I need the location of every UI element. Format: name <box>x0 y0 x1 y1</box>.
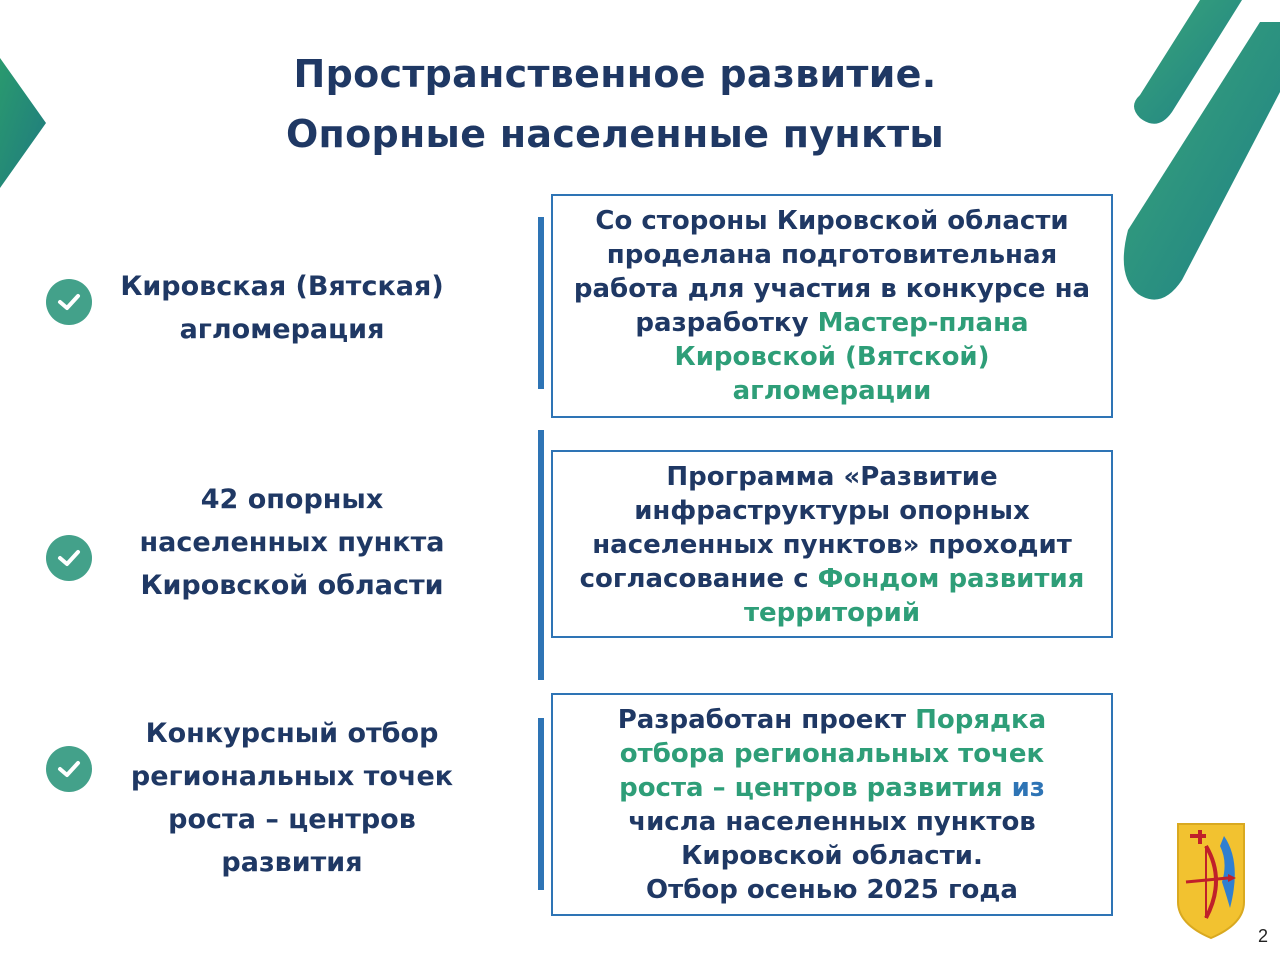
page-title <box>0 44 1230 164</box>
row-3-label-line: региональных точек <box>130 761 454 792</box>
box-text-segment: Программа «Развитие <box>666 462 998 492</box>
box-text-line <box>553 562 1111 596</box>
box-text-segment: проделана подготовительная <box>606 240 1058 270</box>
row-3-label-line: Конкурсный отбор <box>145 718 439 749</box>
row-2-label-line: 42 опорных <box>200 484 384 515</box>
box-text-segment: инфраструктуры опорных <box>634 496 1030 526</box>
coat-of-arms-icon <box>1176 822 1246 940</box>
row-3-label <box>122 712 462 884</box>
box-text-line <box>553 494 1111 528</box>
box-text-segment: Со стороны Кировской области <box>595 206 1069 236</box>
box-text-line <box>553 204 1111 238</box>
box-text-line <box>553 306 1111 340</box>
page-number: 2 <box>1257 926 1268 946</box>
row-1-label-line: Кировская (Вятская) <box>120 271 444 302</box>
title-line-2: Опорные населенные пункты <box>285 112 945 156</box>
row-2-box <box>551 450 1113 638</box>
box-text-segment: из <box>1011 773 1045 803</box>
row-2-label-line: населенных пункта <box>139 527 445 558</box>
box-text-line <box>553 737 1111 771</box>
row-3-box <box>551 693 1113 916</box>
row-3-divider <box>538 718 544 890</box>
box-text-segment: согласование с <box>579 564 818 594</box>
row-2-divider <box>538 430 544 680</box>
check-circle-icon <box>46 279 92 325</box>
row-2-label-line: Кировской области <box>140 570 444 601</box>
row-1-divider <box>538 217 544 389</box>
box-text-segment: Отбор осенью 2025 года <box>646 875 1018 905</box>
box-text-segment: Порядка <box>915 705 1047 735</box>
box-text-segment: работа для участия в конкурсе на <box>573 274 1091 304</box>
box-text-segment: Кировской (Вятской) <box>674 342 990 372</box>
box-text-line <box>553 374 1111 408</box>
box-text-segment: территорий <box>743 598 921 628</box>
row-1-box <box>551 194 1113 418</box>
box-text-segment: Разработан проект <box>617 705 916 735</box>
row-1-label-line: агломерация <box>179 314 385 345</box>
box-text-segment: числа населенных пунктов <box>628 807 1036 837</box>
box-text-line <box>553 340 1111 374</box>
box-text-line <box>553 771 1111 805</box>
box-text-line <box>553 873 1111 907</box>
box-text-segment: отбора региональных точек <box>619 739 1045 769</box>
box-text-line <box>553 238 1111 272</box>
box-text-segment: населенных пунктов» проходит <box>592 530 1072 560</box>
box-text-line <box>553 596 1111 630</box>
box-text-line <box>553 839 1111 873</box>
box-text-segment: разработку <box>635 308 818 338</box>
row-2-label <box>122 478 462 607</box>
row-1-label <box>112 265 452 351</box>
box-text-line <box>553 805 1111 839</box>
row-3-label-line: развития <box>221 847 363 878</box>
box-text-segment: Кировской области. <box>681 841 983 871</box>
box-text-segment: агломерации <box>732 376 932 406</box>
box-text-segment: роста – центров развития <box>619 773 1012 803</box>
check-circle-icon <box>46 746 92 792</box>
box-text-segment: Мастер-плана <box>817 308 1029 338</box>
box-text-segment: Фондом развития <box>817 564 1085 594</box>
row-3-label-line: роста – центров <box>168 804 416 835</box>
check-circle-icon <box>46 535 92 581</box>
box-text-line <box>553 703 1111 737</box>
box-text-line <box>553 528 1111 562</box>
box-text-line <box>553 460 1111 494</box>
box-text-line <box>553 272 1111 306</box>
title-line-1: Пространственное развитие. <box>293 52 937 96</box>
